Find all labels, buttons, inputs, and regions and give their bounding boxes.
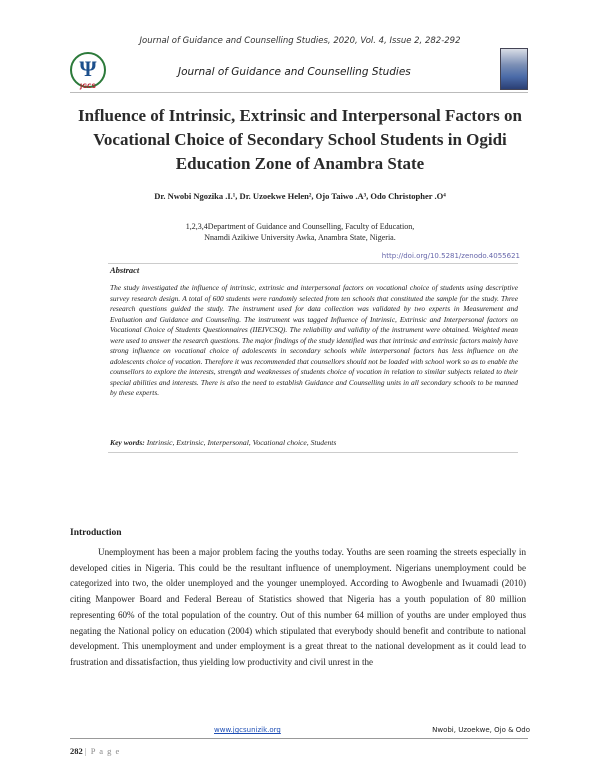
affiliation-line-1: 1,2,3,4Department of Guidance and Counselling, Faculty of Education, xyxy=(185,222,415,231)
introduction-text: Unemployment has been a major problem facing the youths today. Youths are seen roaming the streets especially in developed cities in Nigeria. This could be the resultant influence of unemployment. Nigerians unemployment could be categorized into two, the older unemployed and the younger unemployed. According to Awogbenle and Iwuamadi (2010) citing Manpower Board and Federal Bereau of Statistics showed that Nigeria has a youth population of 80 million representing 60% of the total population of the country. Out of this number 64 million of youths are under employed thus negating the National policy on education (2004) which stipulated that everybody should benefit and contribute to national development. This unemployment and under employment is a great threat to the national development as it could lead to frustration and dissatisfaction, thus yielding low productivity and civil unrest in the xyxy=(70,547,526,667)
keywords-list: Intrinsic, Extrinsic, Interpersonal, Vocational choice, Students xyxy=(146,438,337,447)
abstract-text: The study investigated the influence of intrinsic, extrinsic and interpersonal factors on vocational choice of students using descriptive survey research design. A total of 600 students were randomly selected from ten schools that constituted the sample for the study. Three research questions guided the study. The instrument used for data collection was validated by two experts in Measurement and Evaluation and Guidance and Counseling. The instrument was tagged Influence of Intrinsic, Extrinsic and Interpersonal factors on Vocational Choice of Students Questionnaires (IIEIVCSQ). The reliability and validity of the instrument were obtained. Weighted mean were used to answer the research questions. The major findings of the study identified was that intrinsic and extrinsic factors mainly have strong influence on vocational choice of adolescents in secondary schools while interpersonal factors has less influence on the adolescents choice of vocation. Therefore it was recommended that counsellors should not be loaded with school work so as to enable the counsellors to explore the interests, strength and weaknesses of students choice of vocation in relation to similar subjects related to their special abilities and interests. There is also the need to establish Guidance and Counselling units in all secondary schools to be manned by these experts. xyxy=(110,283,518,397)
abstract-heading: Abstract xyxy=(110,265,140,275)
journal-header xyxy=(70,48,528,90)
keywords-rule xyxy=(108,452,518,453)
footer-divider xyxy=(70,738,528,739)
footer-website-link[interactable]: www.jgcsunizik.org xyxy=(214,726,281,734)
introduction-heading: Introduction xyxy=(70,528,122,538)
author-affiliation xyxy=(60,221,540,243)
psi-logo-icon: Ψ xyxy=(79,56,97,81)
keywords xyxy=(110,438,518,447)
logo-text: JGCS xyxy=(80,83,96,90)
keywords-label: Key words: xyxy=(110,438,145,447)
abstract-top-rule xyxy=(108,263,518,264)
journal-name: Journal of Guidance and Counselling Studies xyxy=(178,66,411,78)
page-number xyxy=(70,746,120,756)
paper-title: Influence of Intrinsic, Extrinsic and Interpersonal Factors on Vocational Choice of Secondary School Students in Ogidi Education Zone of Anambra State xyxy=(78,106,522,173)
journal-cover-thumbnail xyxy=(500,48,528,90)
footer-authors: Nwobi, Uzoekwe, Ojo & Odo xyxy=(432,726,530,734)
journal-logo xyxy=(70,52,106,88)
page-label: | P a g e xyxy=(84,746,121,756)
header-divider xyxy=(70,92,528,93)
doi-link[interactable]: http://doi.org/10.5281/zenodo.4055621 xyxy=(381,252,520,260)
affiliation-line-2: Nnamdi Azikiwe University Awka, Anambra State, Nigeria. xyxy=(204,233,396,242)
paper-authors: Dr. Nwobi Ngozika .I.¹, Dr. Uzoekwe Helen², Ojo Taiwo .A³, Odo Christopher .O⁴ xyxy=(154,191,446,201)
page-number-value: 282 xyxy=(70,746,83,756)
running-head: Journal of Guidance and Counselling Studies, 2020, Vol. 4, Issue 2, 282-292 xyxy=(139,36,461,46)
